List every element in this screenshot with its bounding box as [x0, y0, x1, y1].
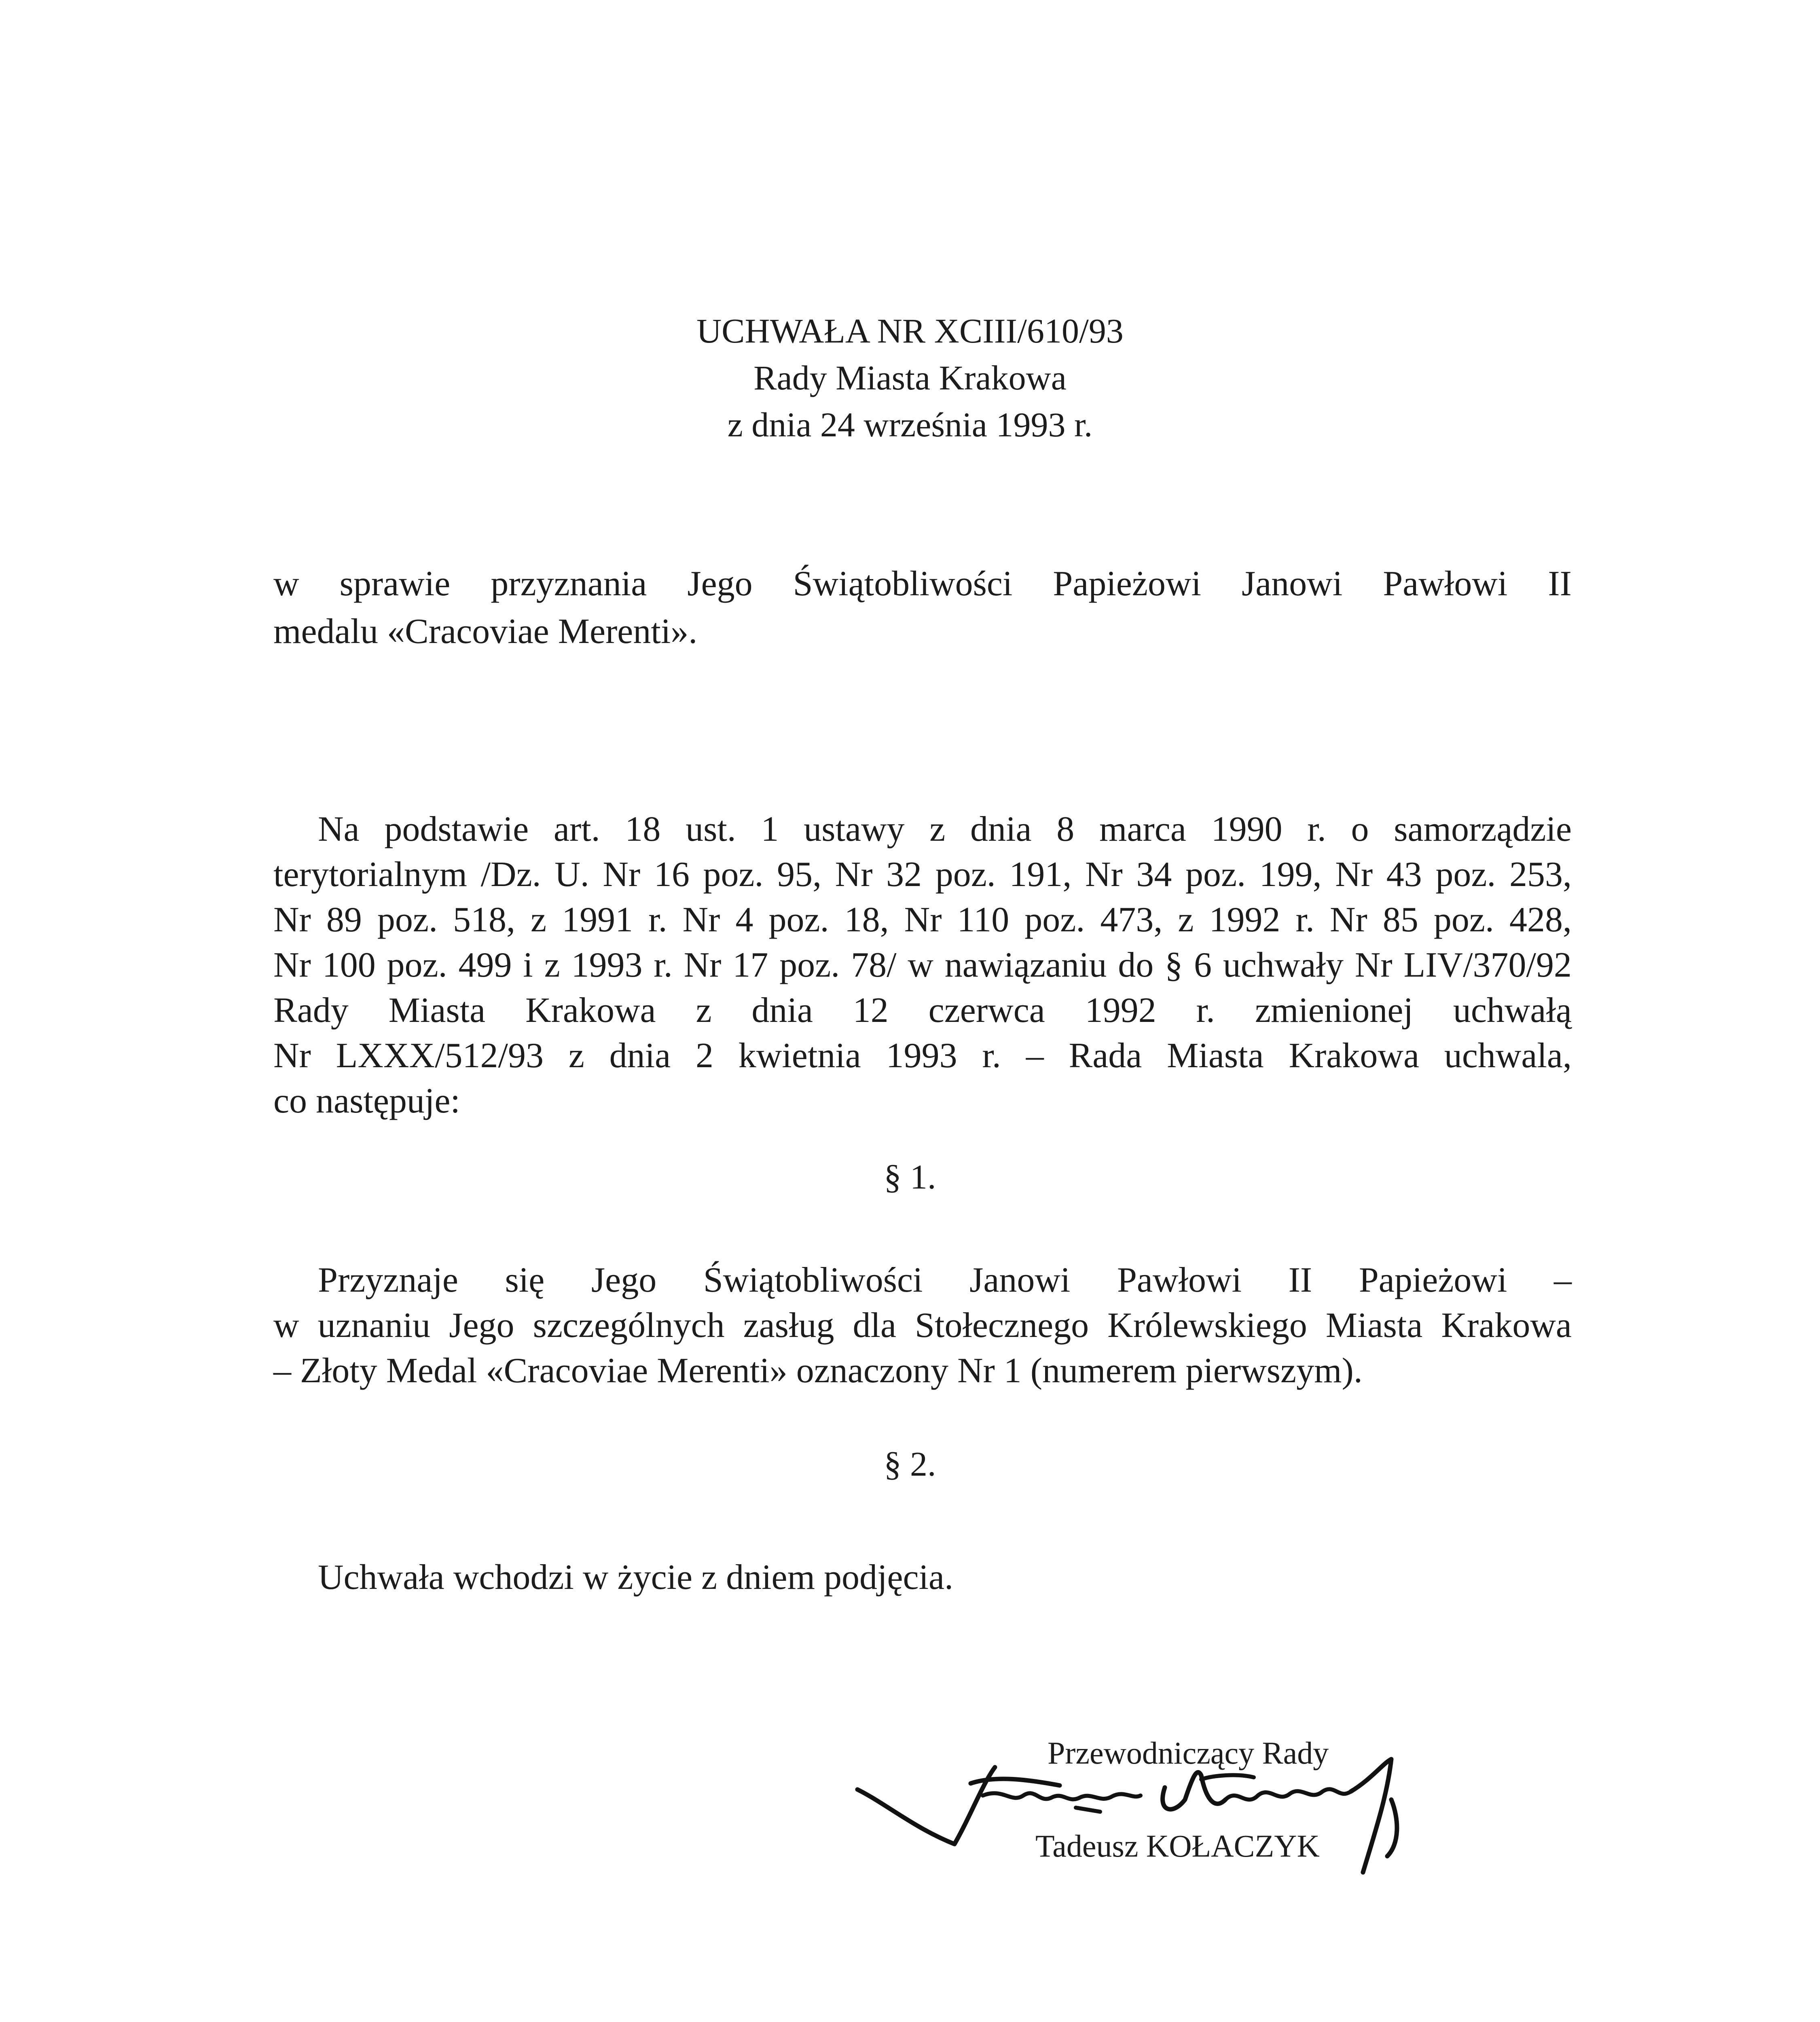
paragraph-line: – Złoty Medal «Cracoviae Merenti» oznaczony Nr 1 (numerem pierwszym). [273, 1351, 1363, 1390]
chair-name: Tadeusz KOŁACZYK [1035, 1828, 1320, 1863]
paragraph-line: terytorialnym /Dz. U. Nr 16 poz. 95, Nr 32 poz. 191, Nr 34 poz. 199, Nr 43 poz. 253, [273, 855, 1572, 894]
paragraph-line: Rady Miasta Krakowa z dnia 12 czerwca 1992 r. zmienionej uchwałą [273, 991, 1572, 1030]
paragraph-line: Przyznaje się Jego Świątobliwości Janowi Pawłowi II Papieżowi – [318, 1261, 1572, 1300]
chair-signature [849, 1751, 1456, 1897]
paragraph-line: Nr 100 poz. 499 i z 1993 r. Nr 17 poz. 78/ w nawiązaniu do § 6 uchwały Nr LIV/370/92 [273, 945, 1572, 985]
issuing-body: Rady Miasta Krakowa [753, 358, 1067, 397]
paragraph-line: co następuje: [273, 1081, 460, 1121]
paragraph-line: w uznaniu Jego szczególnych zasług dla Stołecznego Królewskiego Miasta Krakowa [273, 1306, 1572, 1345]
paragraph-line: Na podstawie art. 18 ust. 1 ustawy z dnia 8 marca 1990 r. o samorządzie [318, 810, 1572, 849]
chair-title: Przewodniczący Rady [1048, 1735, 1329, 1770]
legal-basis-paragraph [273, 807, 1572, 1124]
paragraph-line: Nr 89 poz. 518, z 1991 r. Nr 4 poz. 18, Nr 110 poz. 473, z 1992 r. Nr 85 poz. 428, [273, 900, 1572, 939]
award-paragraph [273, 1258, 1572, 1394]
subject-line: w sprawie przyznania Jego Świątobliwości Papieżowi Janowi Pawłowi II [273, 564, 1572, 603]
section-1-mark: § 1. [884, 1157, 936, 1196]
subject-line: medalu «Cracoviae Merenti». [273, 612, 698, 651]
paragraph-line: Nr LXXX/512/93 z dnia 2 kwietnia 1993 r. – Rada Miasta Krakowa uchwala, [273, 1036, 1572, 1075]
resolution-subject [273, 560, 1572, 656]
document-header [0, 307, 1820, 448]
paragraph-line: Uchwała wchodzi w życie z dniem podjęcia. [318, 1558, 954, 1597]
effective-clause [273, 1555, 1616, 1600]
resolution-title: UCHWAŁA NR XCIII/610/93 [696, 311, 1124, 350]
resolution-date: z dnia 24 września 1993 r. [727, 405, 1093, 444]
section-2-mark: § 2. [884, 1445, 936, 1483]
